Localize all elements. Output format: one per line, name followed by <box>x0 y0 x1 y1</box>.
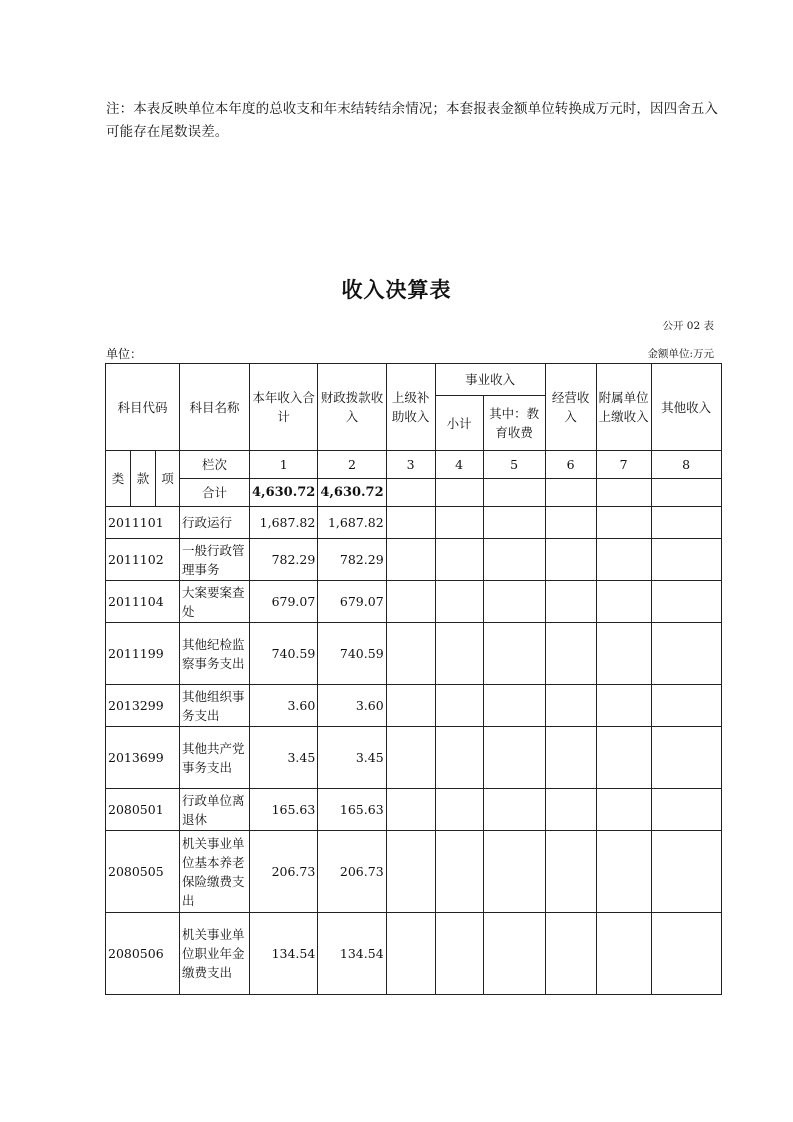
header-code: 科目代码 <box>106 364 180 451</box>
row-name: 大案要案查处 <box>180 581 250 623</box>
header-operating: 经营收入 <box>545 364 596 451</box>
row-fiscal: 3.60 <box>318 685 386 727</box>
row-fiscal: 1,687.82 <box>318 507 386 539</box>
row-total-income: 3.45 <box>250 727 318 789</box>
row-name: 机关事业单位基本养老保险缴费支出 <box>180 831 250 913</box>
col-number: 7 <box>596 451 651 479</box>
row-total-income: 782.29 <box>250 539 318 581</box>
header-kuan: 款 <box>131 451 156 507</box>
row-code: 2011104 <box>106 581 180 623</box>
col-number: 6 <box>545 451 596 479</box>
col-number: 1 <box>250 451 318 479</box>
total-fiscal-value: 4,630.72 <box>318 479 386 507</box>
header-superior: 上级补助收入 <box>386 364 435 451</box>
page-title: 收入决算表 <box>341 278 452 302</box>
col-number: 8 <box>651 451 721 479</box>
row-total-income: 134.54 <box>250 913 318 995</box>
table-row <box>106 831 722 913</box>
row-total-income: 3.60 <box>250 685 318 727</box>
row-total-income: 206.73 <box>250 831 318 913</box>
row-code: 2080506 <box>106 913 180 995</box>
total-row <box>106 479 722 507</box>
table-row <box>106 727 722 789</box>
income-table <box>105 363 722 995</box>
row-name: 行政运行 <box>180 507 250 539</box>
row-name: 机关事业单位职业年金缴费支出 <box>180 913 250 995</box>
row-fiscal: 165.63 <box>318 789 386 831</box>
row-fiscal: 134.54 <box>318 913 386 995</box>
table-note: 注：本表反映单位本年度的总收支和年末结转结余情况；本套报表金额单位转换成万元时，因四舍五入可能存在尾数误差。 <box>106 101 718 140</box>
table-row <box>106 539 722 581</box>
row-name: 其他组织事务支出 <box>180 685 250 727</box>
row-code: 2011101 <box>106 507 180 539</box>
header-business: 事业收入 <box>435 364 545 396</box>
row-name: 一般行政管理事务 <box>180 539 250 581</box>
header-edu-fee: 其中：教育收费 <box>483 396 545 451</box>
row-fiscal: 782.29 <box>318 539 386 581</box>
table-row <box>106 685 722 727</box>
amount-unit: 金额单位:万元 <box>647 348 714 360</box>
col-number: 5 <box>483 451 545 479</box>
header-other: 其他收入 <box>651 364 721 451</box>
header-total-income: 本年收入合计 <box>250 364 318 451</box>
row-code: 2080501 <box>106 789 180 831</box>
form-number: 公开 02 表 <box>662 320 714 332</box>
row-code: 2013699 <box>106 727 180 789</box>
row-name: 其他纪检监察事务支出 <box>180 623 250 685</box>
table-row <box>106 507 722 539</box>
row-total-income: 740.59 <box>250 623 318 685</box>
row-code: 2013299 <box>106 685 180 727</box>
header-xiang: 项 <box>156 451 180 507</box>
row-fiscal: 3.45 <box>318 727 386 789</box>
unit-label: 单位： <box>106 347 143 361</box>
row-fiscal: 206.73 <box>318 831 386 913</box>
column-no-label: 栏次 <box>180 451 250 479</box>
col-number: 3 <box>386 451 435 479</box>
row-fiscal: 679.07 <box>318 581 386 623</box>
header-lei: 类 <box>106 451 131 507</box>
header-fiscal: 财政拨款收入 <box>318 364 386 451</box>
header-subtotal: 小计 <box>435 396 483 451</box>
row-fiscal: 740.59 <box>318 623 386 685</box>
table-row <box>106 913 722 995</box>
row-code: 2011102 <box>106 539 180 581</box>
total-label: 合计 <box>180 479 250 507</box>
row-code: 2011199 <box>106 623 180 685</box>
row-total-income: 1,687.82 <box>250 507 318 539</box>
col-number: 4 <box>435 451 483 479</box>
table-row <box>106 789 722 831</box>
row-code: 2080505 <box>106 831 180 913</box>
header-name: 科目名称 <box>180 364 250 451</box>
col-number: 2 <box>318 451 386 479</box>
row-total-income: 165.63 <box>250 789 318 831</box>
row-total-income: 679.07 <box>250 581 318 623</box>
table-row <box>106 623 722 685</box>
row-name: 行政单位离退休 <box>180 789 250 831</box>
total-income-value: 4,630.72 <box>250 479 318 507</box>
row-name: 其他共产党事务支出 <box>180 727 250 789</box>
header-affiliated: 附属单位上缴收入 <box>596 364 651 451</box>
table-row <box>106 581 722 623</box>
